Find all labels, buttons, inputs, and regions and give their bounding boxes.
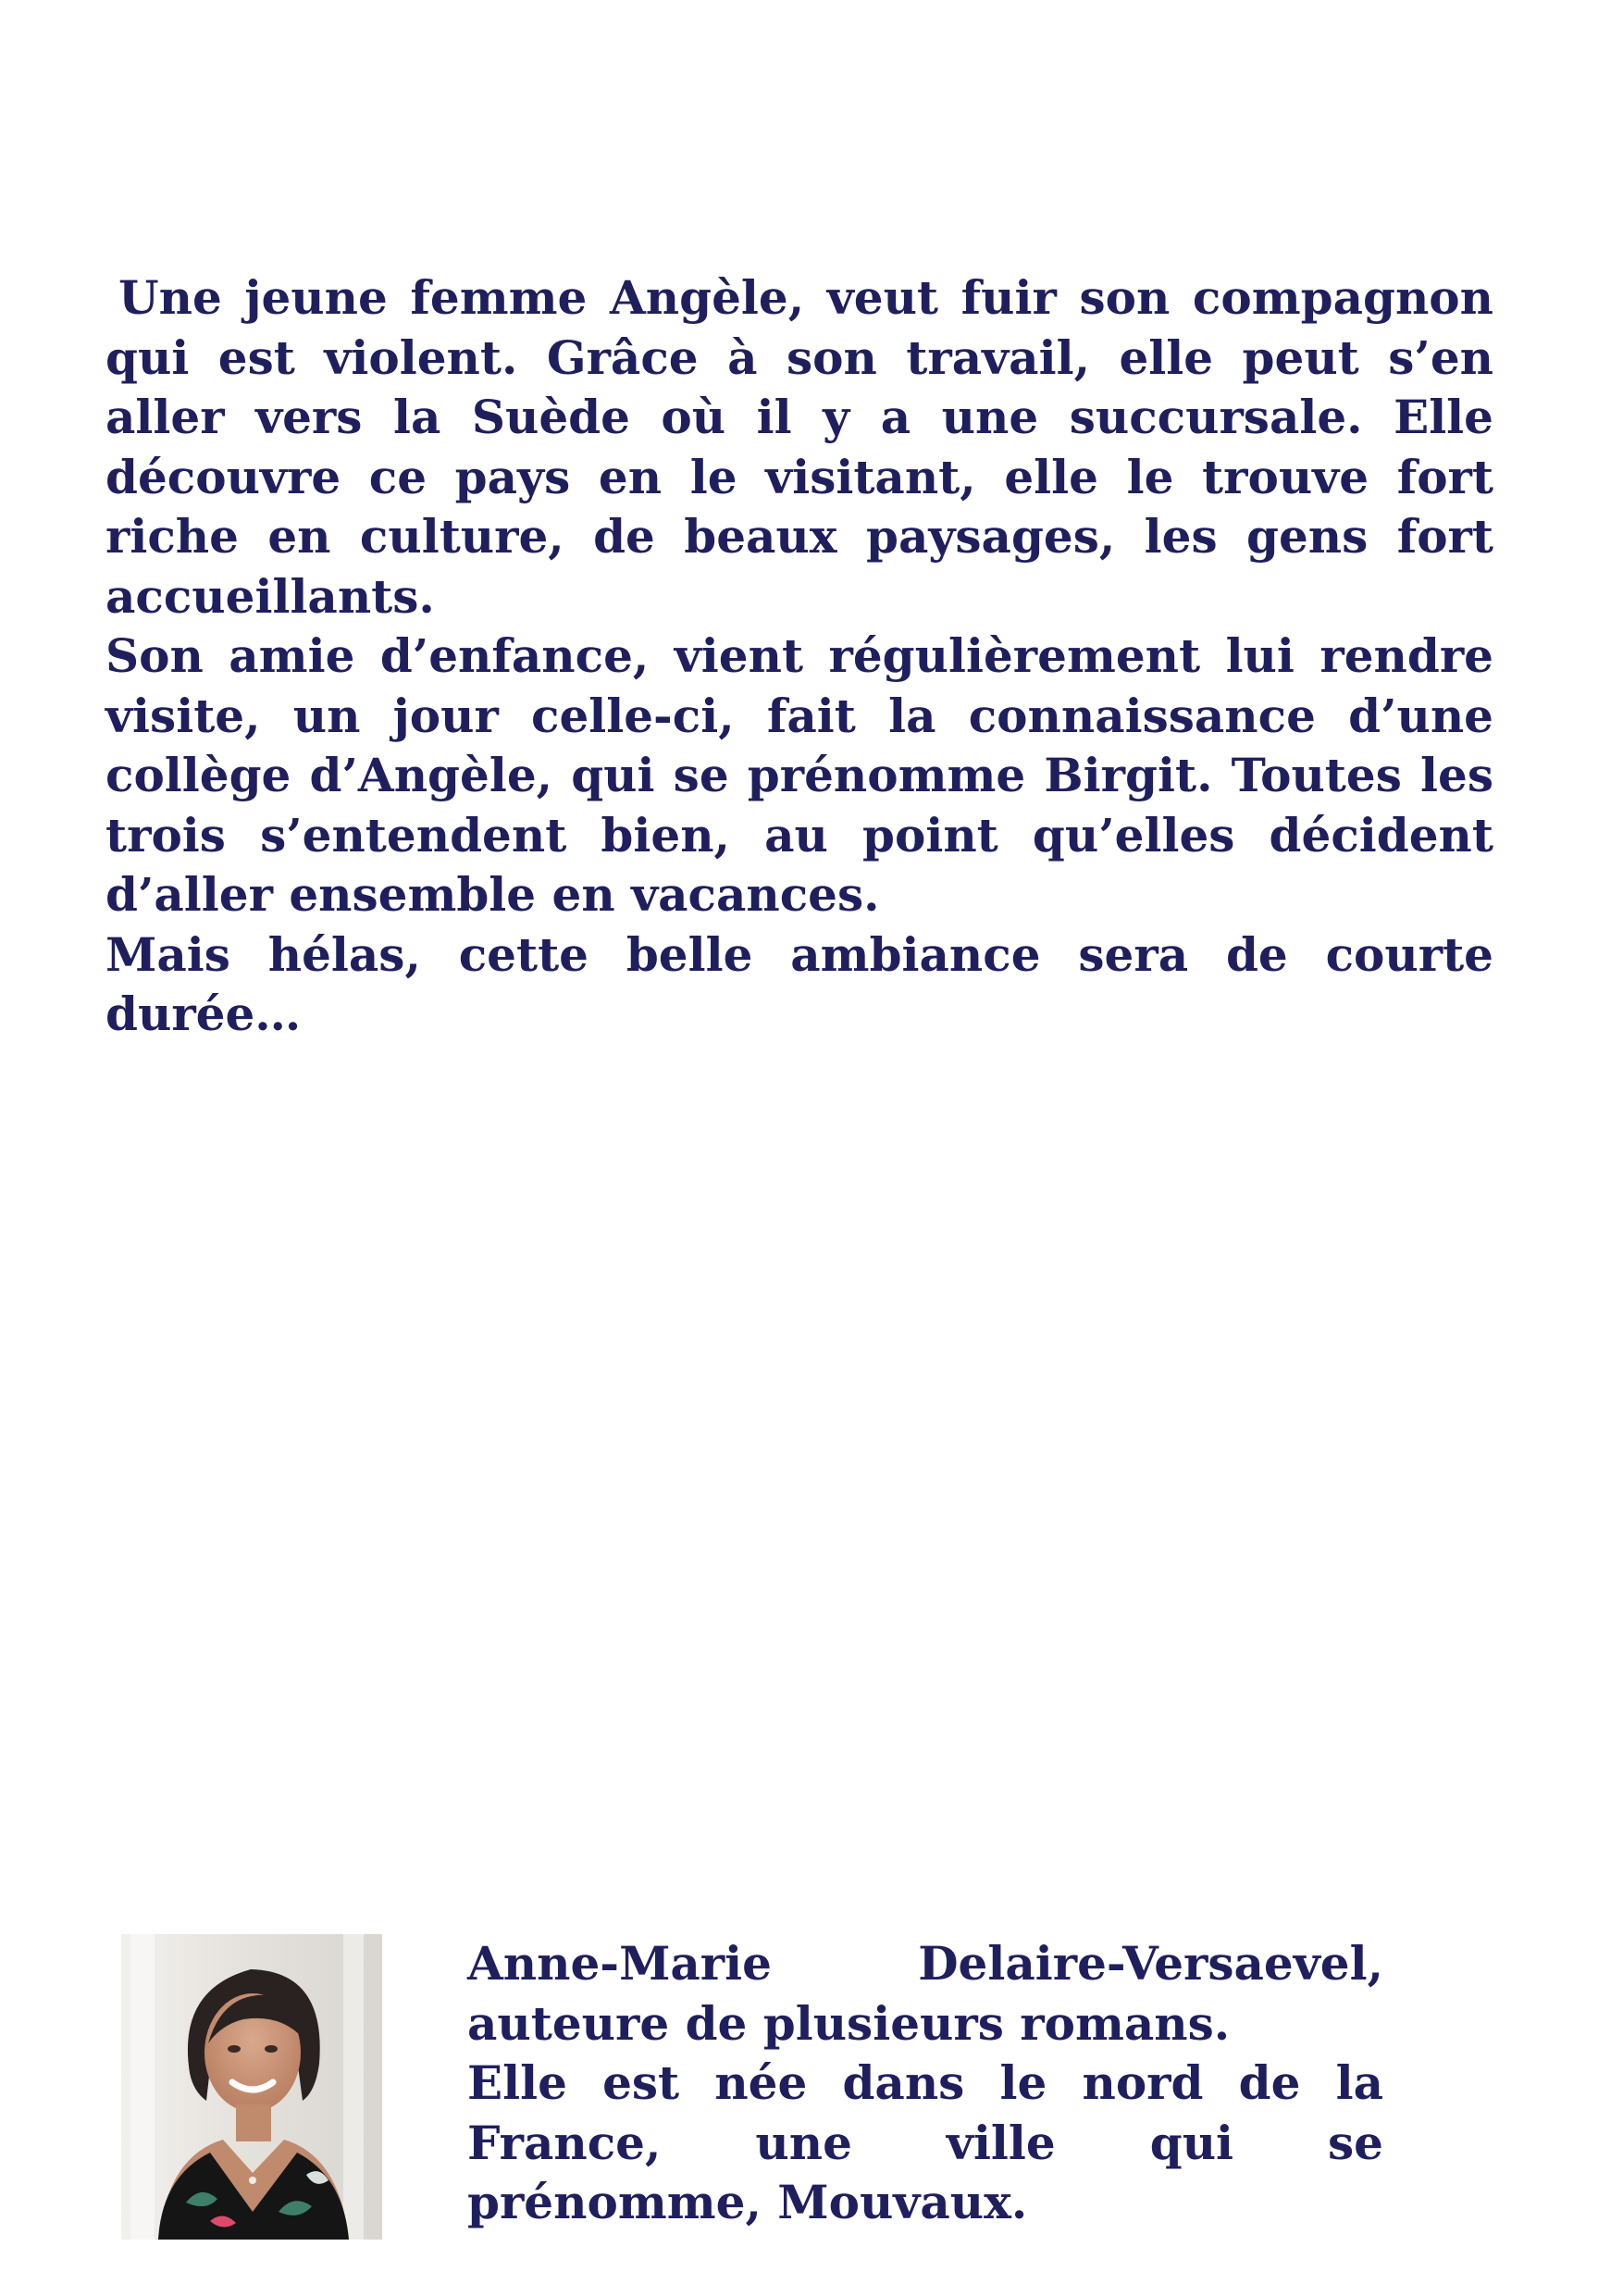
author-bio-line: auteure de plusieurs romans. (467, 1995, 1231, 2051)
author-portrait-icon (121, 1934, 382, 2240)
synopsis-paragraph: Une jeune femme Angèle, veut fuir son compagnon qui est violent. Grâce à son travail, elle peut s’en aller vers la Suède où il y a une succursale. Elle découvre ce pays en le visitant, elle le trouve fort riche en culture, de beaux paysages, les gens fort accueillants. (105, 270, 1493, 624)
synopsis-paragraph: Son amie d’enfance, vient régulièrement lui rendre visite, un jour celle-ci, fait la connaissance d’une collège d’Angèle, qui se prénomme Birgit. Toutes les trois s’entendent bien, au point qu’elles décident d’aller ensemble en vacances. (105, 628, 1493, 922)
author-bio (467, 1934, 1383, 2233)
author-bio-line: Elle est née dans le nord de la France, une ville qui se (467, 2055, 1383, 2170)
back-cover-synopsis (105, 268, 1493, 1045)
author-bio-line: prénomme, Mouvaux. (467, 2175, 1028, 2229)
author-name-line: Anne-Marie Delaire-Versaevel, (467, 1936, 1383, 1991)
author-photo (121, 1934, 382, 2240)
synopsis-paragraph: Mais hélas, cette belle ambiance sera de courte durée… (105, 926, 1493, 1041)
